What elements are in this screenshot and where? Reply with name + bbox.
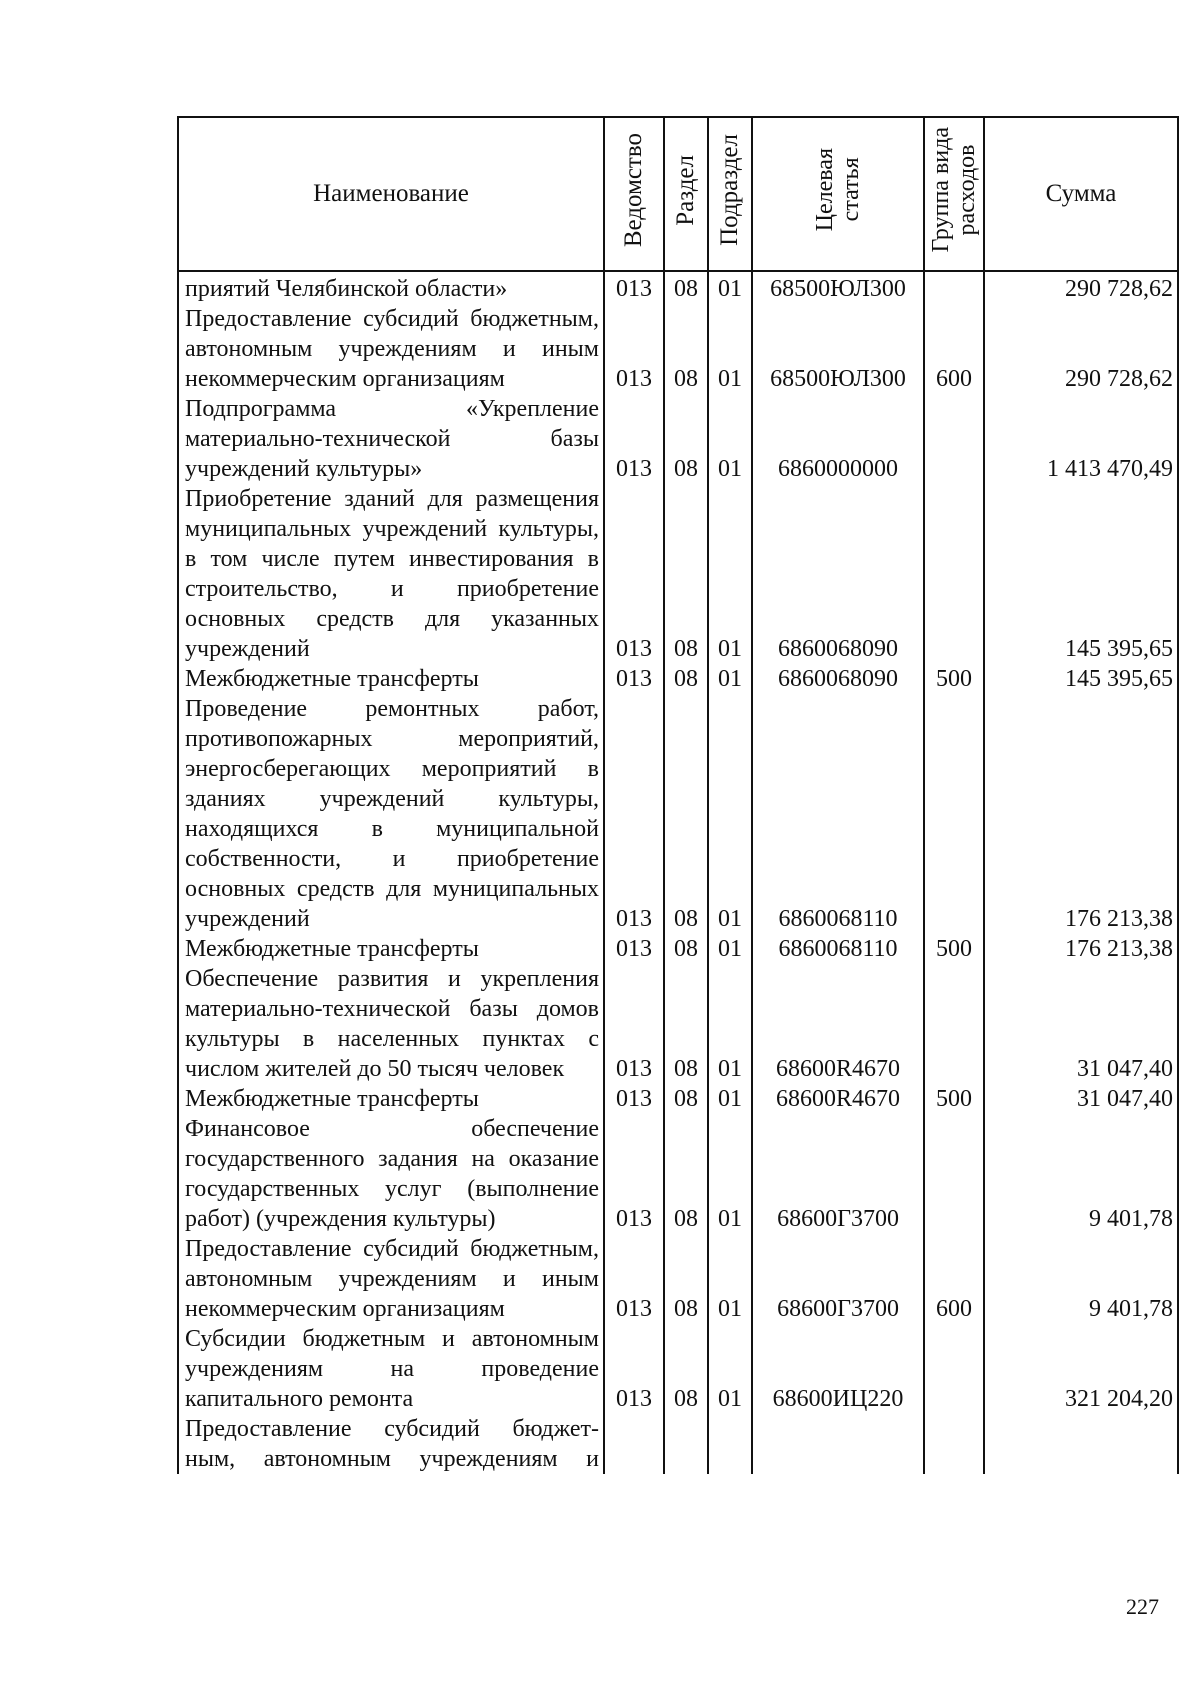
cell-summa: 176 213,38 xyxy=(984,694,1178,934)
table-row xyxy=(178,271,1178,304)
cell-celevaya-statya: 6860068110 xyxy=(752,934,924,964)
cell-vedomstvo: 013 xyxy=(604,271,664,304)
cell-vedomstvo: 013 xyxy=(604,304,664,394)
cell-podrazdel: 01 xyxy=(708,1324,752,1414)
cell-vedomstvo: 013 xyxy=(604,1234,664,1324)
cell-gruppa-vida xyxy=(924,1324,984,1414)
cell-summa: 1 413 470,49 xyxy=(984,394,1178,484)
cell-razdel: 08 xyxy=(664,1234,708,1324)
cell-celevaya-statya: 68600R4670 xyxy=(752,964,924,1084)
table-row xyxy=(178,694,1178,934)
cell-razdel: 08 xyxy=(664,484,708,664)
cell-gruppa-vida xyxy=(924,964,984,1084)
cell-name: Предоставление субсидий бюджетным, автономным учреждениям и иным некоммерческим организациям xyxy=(178,304,604,394)
cell-name: Межбюджетные трансферты xyxy=(178,934,604,964)
cell-vedomstvo: 013 xyxy=(604,394,664,484)
header-name: Наименование xyxy=(178,117,604,271)
cell-name: приятий Челябинской области» xyxy=(178,271,604,304)
cell-celevaya-statya: 68600Г3700 xyxy=(752,1234,924,1324)
cell-celevaya-statya: 6860068110 xyxy=(752,694,924,934)
table-row xyxy=(178,664,1178,694)
cell-vedomstvo: 013 xyxy=(604,1324,664,1414)
page-number: 227 xyxy=(1126,1594,1159,1619)
cell-empty xyxy=(984,1414,1178,1474)
cell-vedomstvo: 013 xyxy=(604,934,664,964)
header-podrazdel: Подраздел xyxy=(708,117,752,271)
cell-razdel: 08 xyxy=(664,1114,708,1234)
cell-vedomstvo: 013 xyxy=(604,1084,664,1114)
table-row xyxy=(178,1234,1178,1324)
cell-summa: 290 728,62 xyxy=(984,304,1178,394)
cell-celevaya-statya: 6860068090 xyxy=(752,664,924,694)
cell-name: Обеспечение развития и укрепления материально-технической базы домов культуры в населенных пунктах с числом жителей до 50 тысяч человек xyxy=(178,964,604,1084)
cell-gruppa-vida: 500 xyxy=(924,1084,984,1114)
header-vedomstvo: Ведомство xyxy=(604,117,664,271)
header-gruppa-vida-rashodov: Группа вида расходов xyxy=(924,117,984,271)
cell-summa: 31 047,40 xyxy=(984,1084,1178,1114)
cell-podrazdel: 01 xyxy=(708,271,752,304)
cell-gruppa-vida xyxy=(924,271,984,304)
header-razdel: Раздел xyxy=(664,117,708,271)
cell-razdel: 08 xyxy=(664,1324,708,1414)
table-row xyxy=(178,1324,1178,1414)
cell-empty xyxy=(708,1414,752,1474)
cell-celevaya-statya: 6860068090 xyxy=(752,484,924,664)
cell-razdel: 08 xyxy=(664,964,708,1084)
cell-name xyxy=(178,1414,604,1474)
cell-empty xyxy=(924,1414,984,1474)
cell-razdel: 08 xyxy=(664,304,708,394)
cell-summa: 9 401,78 xyxy=(984,1114,1178,1234)
cell-empty xyxy=(664,1414,708,1474)
table-row-continued xyxy=(178,1414,1178,1474)
cell-podrazdel: 01 xyxy=(708,1114,752,1234)
cell-name-line: Предоставление субсидий бюджет- xyxy=(185,1416,599,1442)
cell-gruppa-vida: 600 xyxy=(924,304,984,394)
cell-name: Финансовое обеспечение государственного задания на оказание государственных услуг (выполнение работ) (учреждения культуры) xyxy=(178,1114,604,1234)
cell-name: Приобретение зданий для размещения муниципальных учреждений культуры, в том числе путем инвестирования в строительство, и приобретение основных средств для указанных учреждений xyxy=(178,484,604,664)
cell-vedomstvo: 013 xyxy=(604,484,664,664)
cell-celevaya-statya: 68500ЮЛ300 xyxy=(752,271,924,304)
cell-vedomstvo: 013 xyxy=(604,694,664,934)
cell-gruppa-vida: 500 xyxy=(924,934,984,964)
cell-razdel: 08 xyxy=(664,394,708,484)
cell-name: Подпрограмма «Укрепление материально-технической базы учреждений культуры» xyxy=(178,394,604,484)
cell-gruppa-vida xyxy=(924,484,984,664)
cell-summa: 31 047,40 xyxy=(984,964,1178,1084)
cell-podrazdel: 01 xyxy=(708,304,752,394)
cell-vedomstvo: 013 xyxy=(604,664,664,694)
cell-summa: 145 395,65 xyxy=(984,484,1178,664)
budget-table xyxy=(177,116,1179,1474)
cell-podrazdel: 01 xyxy=(708,394,752,484)
table-header-row xyxy=(178,117,1178,271)
cell-empty xyxy=(752,1414,924,1474)
table-row xyxy=(178,484,1178,664)
cell-summa: 176 213,38 xyxy=(984,934,1178,964)
cell-razdel: 08 xyxy=(664,664,708,694)
cell-razdel: 08 xyxy=(664,934,708,964)
cell-vedomstvo: 013 xyxy=(604,1114,664,1234)
cell-razdel: 08 xyxy=(664,694,708,934)
table-row xyxy=(178,1084,1178,1114)
table-row xyxy=(178,934,1178,964)
cell-summa: 9 401,78 xyxy=(984,1234,1178,1324)
cell-name: Субсидии бюджетным и автономным учреждениям на проведение капитального ремонта xyxy=(178,1324,604,1414)
cell-celevaya-statya: 68600ИЦ220 xyxy=(752,1324,924,1414)
cell-name-line: ным, автономным учреждениям и xyxy=(185,1446,599,1472)
cell-podrazdel: 01 xyxy=(708,1084,752,1114)
cell-gruppa-vida xyxy=(924,694,984,934)
cell-podrazdel: 01 xyxy=(708,1234,752,1324)
cell-celevaya-statya: 68600R4670 xyxy=(752,1084,924,1114)
cell-celevaya-statya: 68600Г3700 xyxy=(752,1114,924,1234)
cell-name: Межбюджетные трансферты xyxy=(178,664,604,694)
table-row xyxy=(178,394,1178,484)
table-row xyxy=(178,304,1178,394)
cell-gruppa-vida xyxy=(924,394,984,484)
cell-podrazdel: 01 xyxy=(708,934,752,964)
table-row xyxy=(178,964,1178,1084)
cell-razdel: 08 xyxy=(664,271,708,304)
cell-gruppa-vida xyxy=(924,1114,984,1234)
cell-empty xyxy=(604,1414,664,1474)
table-row xyxy=(178,1114,1178,1234)
cell-podrazdel: 01 xyxy=(708,664,752,694)
cell-gruppa-vida: 500 xyxy=(924,664,984,694)
cell-celevaya-statya: 6860000000 xyxy=(752,394,924,484)
cell-gruppa-vida: 600 xyxy=(924,1234,984,1324)
header-celevaya-statya: Целевая статья xyxy=(752,117,924,271)
table-body xyxy=(178,271,1178,1474)
cell-summa: 321 204,20 xyxy=(984,1324,1178,1414)
cell-summa: 290 728,62 xyxy=(984,271,1178,304)
cell-podrazdel: 01 xyxy=(708,964,752,1084)
cell-name: Межбюджетные трансферты xyxy=(178,1084,604,1114)
cell-summa: 145 395,65 xyxy=(984,664,1178,694)
cell-razdel: 08 xyxy=(664,1084,708,1114)
cell-name: Проведение ремонтных работ, противопожарных мероприятий, энергосберегающих мероприятий в зданиях учреждений культуры, находящихся в муниципальной собственности, и приобретение основных средств для муниципальных учреждений xyxy=(178,694,604,934)
cell-podrazdel: 01 xyxy=(708,694,752,934)
cell-podrazdel: 01 xyxy=(708,484,752,664)
header-summa: Сумма xyxy=(984,117,1178,271)
cell-name: Предоставление субсидий бюджетным, автономным учреждениям и иным некоммерческим организациям xyxy=(178,1234,604,1324)
cell-vedomstvo: 013 xyxy=(604,964,664,1084)
cell-celevaya-statya: 68500ЮЛ300 xyxy=(752,304,924,394)
